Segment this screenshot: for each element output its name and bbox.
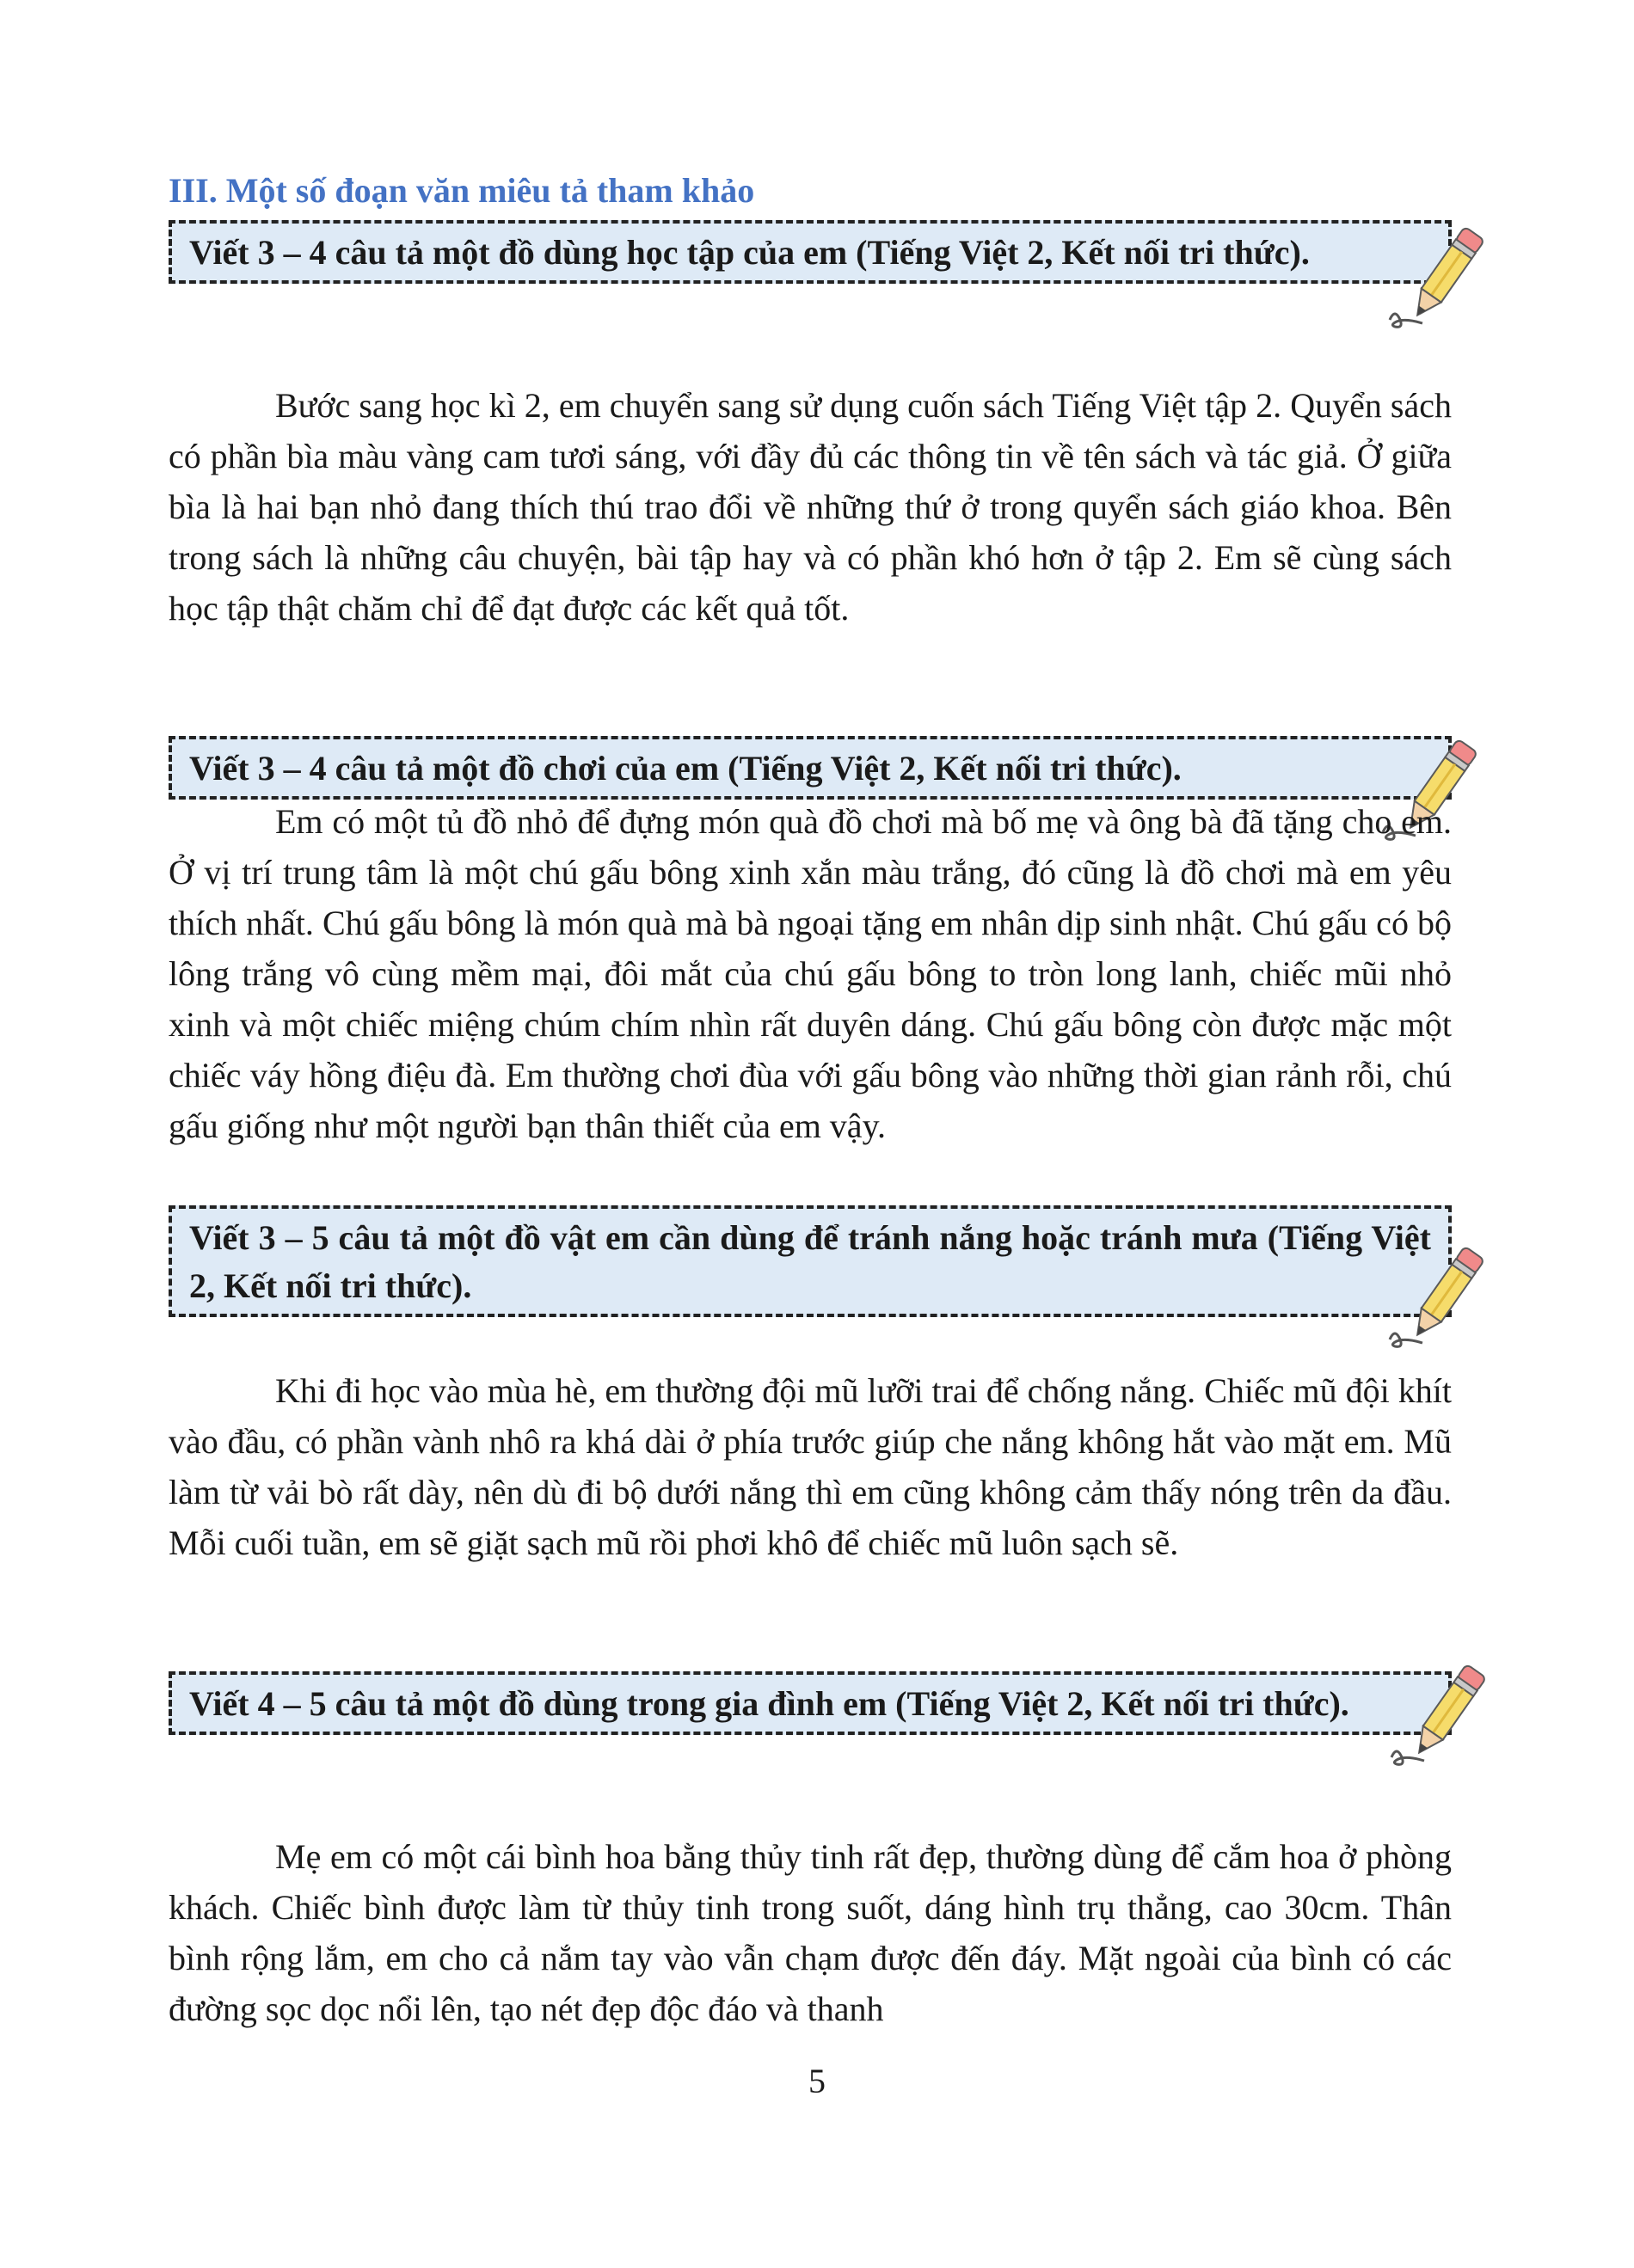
pencil-icon	[1383, 218, 1503, 339]
section-heading: III. Một số đoạn văn miêu tả tham khảo	[169, 171, 755, 210]
task-prompt-box: Viết 3 – 5 câu tả một đồ vật em cần dùng để tránh nắng hoặc tránh mưa (Tiếng Việt 2, Kết nối tri thức).	[169, 1205, 1452, 1317]
description-paragraph: Bước sang học kì 2, em chuyển sang sử dụng cuốn sách Tiếng Việt tập 2. Quyển sách có phần bìa màu vàng cam tươi sáng, với đầy đủ các thông tin về tên sách và tác giả. Ở giữa bìa là hai bạn nhỏ đang thích thú trao đổi về những thứ ở trong quyển sách giáo khoa. Bên trong sách là những câu chuyện, bài tập hay và có phần khó hơn ở tập 2. Em sẽ cùng sách học tập thật chăm chỉ để đạt được các kết quả tốt.	[169, 386, 1452, 628]
pencil-icon	[1385, 1656, 1505, 1776]
description-paragraph: Mẹ em có một cái bình hoa bằng thủy tinh rất đẹp, thường dùng để cắm hoa ở phòng khách. Chiếc bình được làm từ thủy tinh trong suốt, dáng hình trụ thẳng, cao 30cm. Thân bình rộng lắm, em cho cả nắm tay vào vẫn chạm được đến đáy. Mặt ngoài của bình có các đường sọc dọc nổi lên, tạo nét đẹp độc đáo và thanh	[169, 1837, 1452, 2028]
pencil-icon	[1383, 1238, 1503, 1358]
description-paragraph: Khi đi học vào mùa hè, em thường đội mũ lưỡi trai để chống nắng. Chiếc mũ đội khít vào đầu, có phần vành nhô ra khá dài ở phía trước giúp che nắng không hắt vào mặt em. Mũ làm từ vải bò rất dày, nên dù đi bộ dưới nắng thì em cũng không cảm thấy nóng trên da đầu. Mỗi cuối tuần, em sẽ giặt sạch mũ rồi phơi khô để chiếc mũ luôn sạch sẽ.	[169, 1371, 1452, 1562]
task-prompt-box: Viết 3 – 4 câu tả một đồ chơi của em (Tiếng Việt 2, Kết nối tri thức).	[169, 736, 1452, 800]
description-paragraph: Em có một tủ đồ nhỏ để đựng món quà đồ chơi mà bố mẹ và ông bà đã tặng cho em. Ở vị trí trung tâm là một chú gấu bông xinh xắn màu trắng, đó cũng là đồ chơi mà em yêu thích nhất. Chú gấu bông là món quà mà bà ngoại tặng em nhân dịp sinh nhật. Chú gấu có bộ lông trắng vô cùng mềm mại, đôi mắt của chú gấu bông to tròn long lanh, chiếc mũi nhỏ xinh và một chiếc miệng chúm chím nhìn rất duyên dáng. Chú gấu bông còn được mặc một chiếc váy hồng điệu đà. Em thường chơi đùa với gấu bông vào những thời gian rảnh rỗi, chú gấu giống như một người bạn thân thiết của em vậy.	[169, 802, 1452, 1145]
task-prompt-box: Viết 3 – 4 câu tả một đồ dùng học tập của em (Tiếng Việt 2, Kết nối tri thức).	[169, 220, 1452, 284]
page-number: 5	[808, 2062, 826, 2100]
task-prompt-box: Viết 4 – 5 câu tả một đồ dùng trong gia đình em (Tiếng Việt 2, Kết nối tri thức).	[169, 1671, 1452, 1735]
